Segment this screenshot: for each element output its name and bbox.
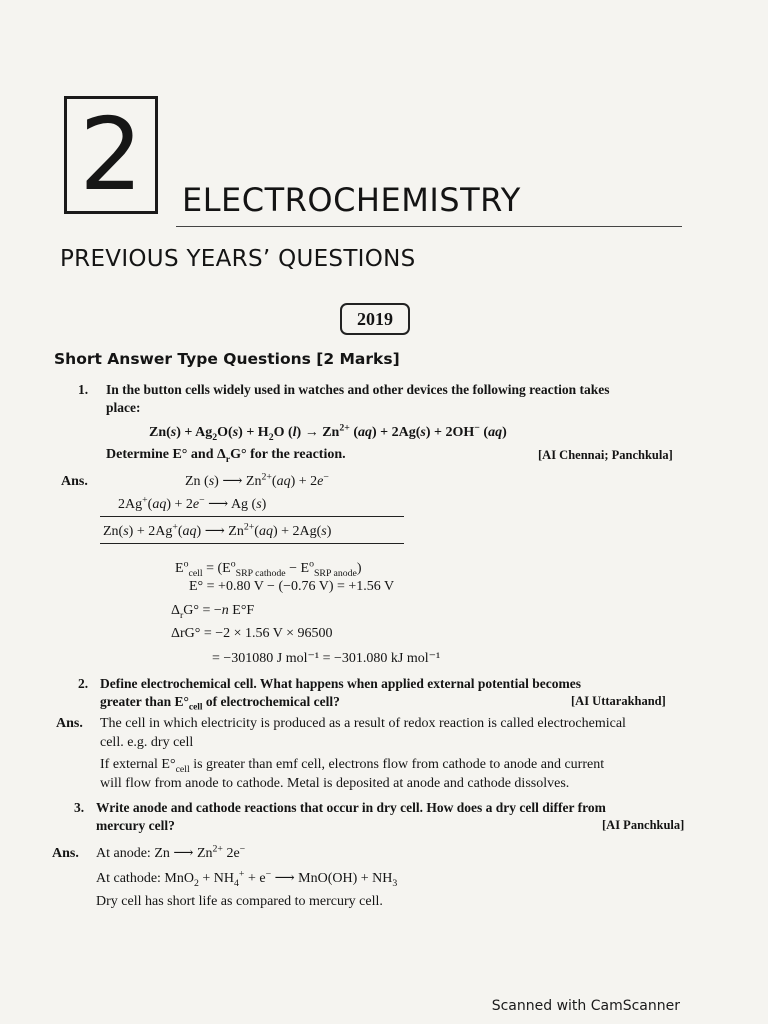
q2-answer-label: Ans. — [56, 716, 83, 731]
q1-text-line1: In the button cells widely used in watches and other devices the following reaction takes — [106, 382, 610, 397]
ecell-formula: $E^o_{cell} = (E^o_{SRP cathode} - E^o_{SRP anode})$ — [175, 558, 362, 579]
section-heading: Short Answer Type Questions [2 Marks] — [54, 350, 400, 368]
q2-source: [AI Uttarakhand] — [571, 694, 666, 708]
q2-answer-line4: will flow from anode to cathode. Metal is deposited at anode and cathode dissolves. — [100, 775, 570, 791]
q3-anode-reaction: At anode: Zn ⟶ $Zn^{2+}$ 2e− — [96, 843, 246, 861]
title-underline — [176, 226, 682, 227]
q3-cathode-reaction: At cathode: $MnO_2 + NH_4^+ + e^-$ ⟶ $MnO(OH) + NH_3$ — [96, 868, 398, 889]
q3-source: [AI Panchkula] — [602, 818, 685, 832]
chapter-number-box — [64, 96, 158, 214]
year-badge: 2019 — [340, 303, 410, 335]
q2-answer — [100, 715, 700, 794]
scanner-watermark: Scanned with CamScanner — [491, 998, 680, 1014]
q2-answer-line1: The cell in which electricity is produced as a result of redox reaction is called electrochemical — [100, 716, 626, 731]
q1-source: [AI Chennai; Panchkula] — [538, 448, 673, 462]
gibbs-formula: $\Delta_rG^\circ = -n$ E°F — [171, 603, 255, 621]
q2-number: 2. — [78, 676, 89, 691]
q2-answer-line2: cell. e.g. dry cell — [100, 734, 194, 750]
q1-question — [106, 381, 706, 416]
chapter-number: 2 — [79, 96, 143, 213]
q1-answer-label: Ans. — [61, 474, 88, 489]
chapter-title: ELECTROCHEMISTRY — [182, 181, 521, 219]
section-title: PREVIOUS YEARS’ QUESTIONS — [60, 246, 416, 272]
gibbs-result: = −301080 J mol⁻¹ = −301.080 kJ mol⁻¹ — [212, 651, 441, 666]
q1-reaction: $Zn(s) + Ag_2O(s) + H_2O$ $(l) \to Zn^{2+}$ (aq) + 2Ag(s) + 2OH− (aq) — [149, 422, 507, 443]
q2-text-line1: Define electrochemical cell. What happens when applied external potential becomes — [100, 676, 581, 691]
q3-text-line1: Write anode and cathode reactions that occur in dry cell. How does a dry cell differ from — [96, 800, 606, 815]
q2-answer-line3: If external $E^\circ_{cell}$ is greater than emf cell, electrons flow from cathode to anode and current — [100, 756, 605, 775]
q2-text-line2: greater than $E^\circ_{cell}$ of electrochemical cell? — [100, 693, 340, 713]
overall-reaction: Zn(s) + 2Ag+(aq) ⟶ $Zn^{2+}(aq) + 2Ag(s)$ — [103, 521, 332, 539]
gibbs-substitution: ΔrG° = −2 × 1.56 V × 96500 — [171, 626, 333, 641]
half-reaction-cathode: 2Ag+(aq) + 2e− ⟶ Ag (s) — [118, 494, 267, 512]
e-value: E° = +0.80 V − (−0.76 V) = +1.56 V — [189, 579, 395, 594]
q3-answer-label: Ans. — [52, 846, 79, 861]
q3-text-line2: mercury cell? — [96, 817, 175, 833]
q1-number: 1. — [78, 382, 89, 397]
sum-line — [100, 516, 404, 517]
q3-note: Dry cell has short life as compared to mercury cell. — [96, 894, 383, 909]
half-reaction-anode: Zn (s) ⟶ $Zn^{2+}(aq) + 2e^-$ — [185, 471, 329, 489]
result-line — [100, 543, 404, 544]
q1-determine: Determine E° and $\Delta_rG^\circ$ for the reaction. — [106, 447, 346, 465]
q3-number: 3. — [74, 800, 85, 815]
q1-text-line2: place: — [106, 399, 141, 415]
